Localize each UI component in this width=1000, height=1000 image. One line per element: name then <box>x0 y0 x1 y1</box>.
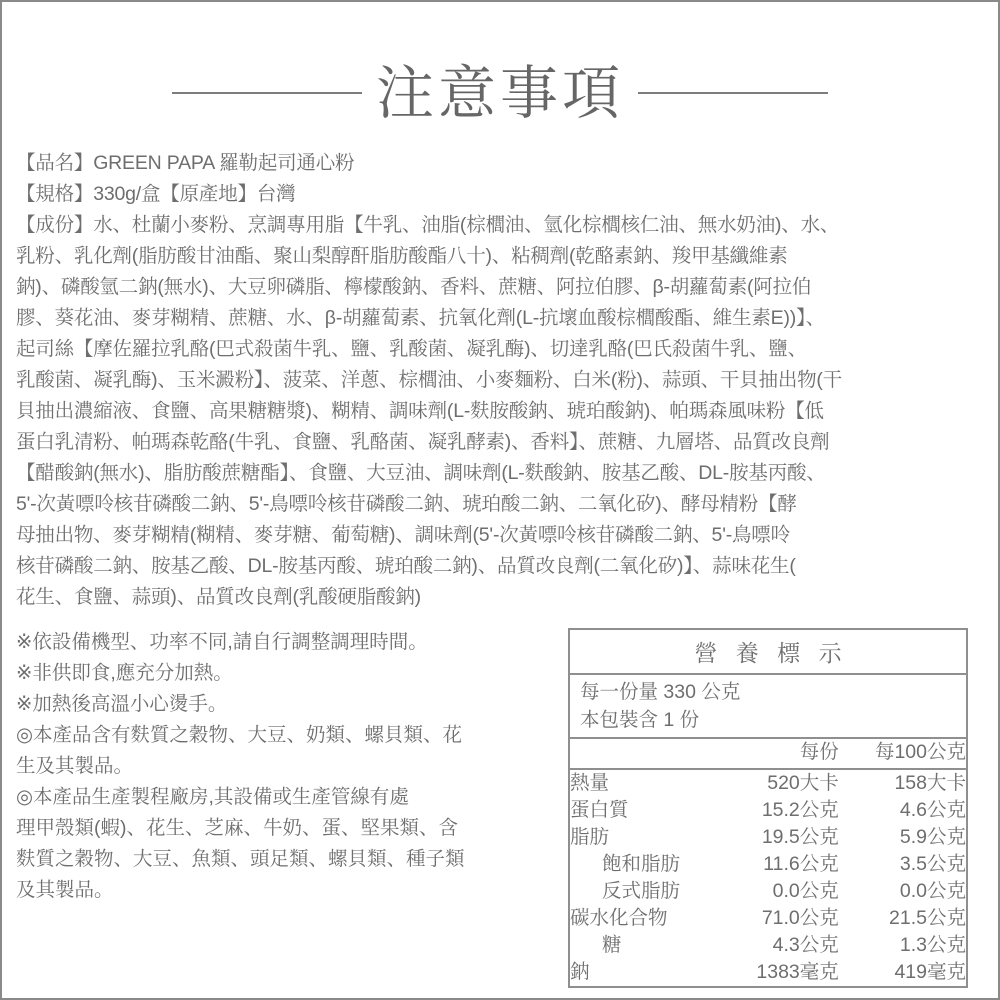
ingredient-line: 膠、葵花油、麥芽糊精、蔗糖、水、β-胡蘿蔔素、抗氧化劑(L-抗壞血酸棕櫚酸酯、維生素E))】、 <box>16 307 825 329</box>
nutrition-per-serving: 4.3公克 <box>772 934 839 956</box>
table-row <box>570 769 966 797</box>
ingredient-line: 【品名】GREEN PAPA 羅勒起司通心粉 <box>16 152 355 174</box>
warning-item: 麩質之穀物、大豆、魚類、頭足類、螺貝類、種子類 <box>16 848 465 870</box>
warning-item: 及其製品。 <box>16 879 114 901</box>
lower-section <box>2 613 998 988</box>
nutrition-per-serving: 71.0公克 <box>761 907 839 929</box>
nutrition-label: 熱量 <box>570 772 610 794</box>
title-rule-right <box>638 92 828 94</box>
nutrition-label: 反式脂肪 <box>602 880 681 902</box>
nutrition-per-100g: 3.5公克 <box>899 853 966 875</box>
nutrition-label: 脂肪 <box>570 826 610 848</box>
nutrition-per-100g: 21.5公克 <box>889 907 966 929</box>
nutrition-per-100g: 4.6公克 <box>899 799 966 821</box>
nutrition-label: 碳水化合物 <box>570 907 668 929</box>
nutrition-header-blank <box>570 739 724 769</box>
table-row <box>570 932 966 959</box>
warning-item: 生及其製品。 <box>16 755 134 777</box>
warning-item: ◎本產品含有麩質之穀物、大豆、奶類、螺貝類、花 <box>16 724 463 746</box>
nutrition-per-100g: 419毫克 <box>894 961 966 983</box>
servings-per-pack: 本包裝含 1 份 <box>580 709 700 731</box>
table-row <box>570 959 966 986</box>
nutrition-per-serving: 0.0公克 <box>772 880 839 902</box>
warning-item: ※非供即食,應充分加熱。 <box>16 662 233 684</box>
nutrition-header-per-serving: 每份 <box>724 739 839 769</box>
ingredient-line: 【規格】330g/盒【原產地】台灣 <box>16 183 296 205</box>
nutrition-label: 飽和脂肪 <box>602 853 681 875</box>
ingredients-section <box>2 122 998 613</box>
nutrition-per-serving: 19.5公克 <box>761 826 839 848</box>
page-title: 注意事項 <box>376 59 625 127</box>
nutrition-per-100g: 158大卡 <box>894 772 966 794</box>
ingredient-line: 鈉)、磷酸氫二鈉(無水)、大豆卵磷脂、檸檬酸鈉、香料、蔗糖、阿拉伯膠、β-胡蘿蔔素(阿拉伯 <box>16 276 812 298</box>
nutrition-values <box>570 739 966 986</box>
ingredient-line: 核苷磷酸二鈉、胺基乙酸、DL-胺基丙酸、琥珀酸二鈉)、品質改良劑(二氧化矽)】、蒜味花生( <box>16 555 796 577</box>
table-row <box>570 851 966 878</box>
nutrition-per-100g: 1.3公克 <box>899 934 966 956</box>
ingredient-line: 【成份】水、杜蘭小麥粉、烹調專用脂【牛乳、油脂(棕櫚油、氫化棕櫚核仁油、無水奶油)、水、 <box>16 214 840 236</box>
ingredient-line: 乳粉、乳化劑(脂肪酸甘油酯、聚山梨醇酐脂肪酸酯八十)、粘稠劑(乾酪素鈉、羧甲基纖維素 <box>16 245 788 267</box>
table-row <box>570 905 966 932</box>
nutrition-label: 糖 <box>602 934 622 956</box>
nutrition-per-serving: 520大卡 <box>767 772 839 794</box>
nutrition-label: 蛋白質 <box>570 799 629 821</box>
nutrition-title: 營 養 標 示 <box>570 630 966 675</box>
serving-size: 每一份量 330 公克 <box>580 681 741 703</box>
nutrition-per-serving: 1383毫克 <box>756 961 839 983</box>
ingredient-line: 【醋酸鈉(無水)、脂肪酸蔗糖酯】、食鹽、大豆油、調味劑(L-麩酸鈉、胺基乙酸、DL-胺基丙酸、 <box>16 462 826 484</box>
ingredients-paragraph <box>16 148 984 613</box>
page-title-banner <box>2 59 998 127</box>
ingredient-line: 乳酸菌、凝乳酶)、玉米澱粉】、菠菜、洋蔥、棕櫚油、小麥麵粉、白米(粉)、蒜頭、干貝抽出物(干 <box>16 369 843 391</box>
nutrition-header-per-100g: 每100公克 <box>839 739 966 769</box>
ingredient-line: 母抽出物、麥芽糊精(糊精、麥芽糖、葡萄糖)、調味劑(5'-次黃嘌呤核苷磷酸二鈉、5'-鳥嘌呤 <box>16 524 790 546</box>
ingredient-line: 起司絲【摩佐羅拉乳酪(巴式殺菌牛乳、鹽、乳酸菌、凝乳酶)、切達乳酪(巴氏殺菌牛乳、鹽、 <box>16 338 807 360</box>
nutrition-header-row <box>570 739 966 769</box>
nutrition-label: 鈉 <box>570 961 590 983</box>
warnings-list <box>16 627 556 906</box>
nutrition-per-serving: 15.2公克 <box>761 799 839 821</box>
title-rule-left <box>172 92 362 94</box>
ingredient-line: 貝抽出濃縮液、食鹽、高果糖糖漿)、糊精、調味劑(L-麩胺酸鈉、琥珀酸鈉)、帕瑪森風味粉【低 <box>16 400 824 422</box>
nutrition-facts-table <box>568 628 968 988</box>
warning-item: 理甲殼類(蝦)、花生、芝麻、牛奶、蛋、堅果類、含 <box>16 817 458 839</box>
nutrition-serving-info <box>570 675 966 737</box>
nutrition-per-100g: 5.9公克 <box>899 826 966 848</box>
warning-item: ※加熱後高溫小心燙手。 <box>16 693 228 715</box>
table-row <box>570 878 966 905</box>
table-row <box>570 797 966 824</box>
warning-item: ※依設備機型、功率不同,請自行調整調理時間。 <box>16 631 428 653</box>
ingredient-line: 花生、食鹽、蒜頭)、品質改良劑(乳酸硬脂酸鈉) <box>16 586 421 608</box>
warning-item: ◎本產品生產製程廠房,其設備或生產管線有處 <box>16 786 409 808</box>
table-row <box>570 824 966 851</box>
nutrition-per-serving: 11.6公克 <box>763 853 839 875</box>
ingredient-line: 5'-次黃嘌呤核苷磷酸二鈉、5'-鳥嘌呤核苷磷酸二鈉、琥珀酸二鈉、二氧化矽)、酵母精粉【酵 <box>16 493 797 515</box>
nutrition-per-100g: 0.0公克 <box>899 880 966 902</box>
ingredient-line: 蛋白乳清粉、帕瑪森乾酪(牛乳、食鹽、乳酪菌、凝乳酵素)、香料】、蔗糖、九層塔、品質改良劑 <box>16 431 830 453</box>
